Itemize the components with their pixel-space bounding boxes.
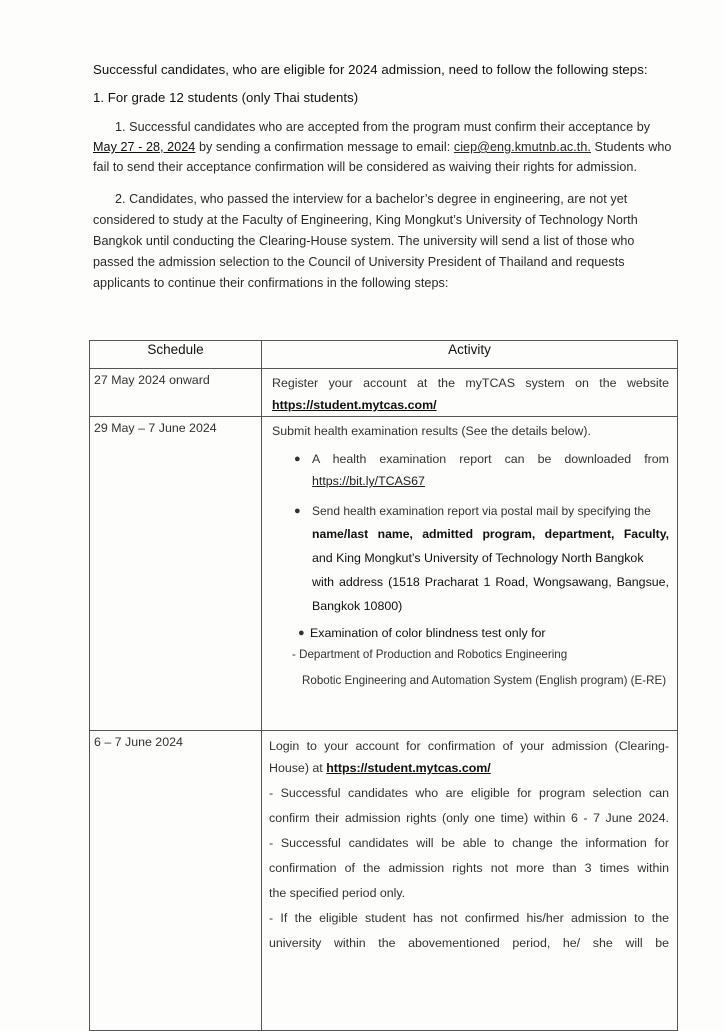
email-link[interactable]: ciep@eng.kmutnb.ac.th. [453,140,591,154]
row3-line-1: Login to your account for confirmation of your admission (Clearing- [269,739,669,753]
bullet2-line-3: and King Mongkut’s University of Technology North Bangkok [312,551,644,565]
table-row [90,731,678,1031]
item-1-line-1: 1. Successful candidates who are accepted from the program must confirm their acceptance by [115,120,651,134]
row2-schedule: 29 May – 7 June 2024 [90,417,262,731]
clearing-house-link[interactable]: https://student.mytcas.com/ [326,761,491,775]
row3-line-6: confirmation of the admission rights not more than 3 times within [269,861,669,875]
row3-line-5: - Successful candidates will be able to change the information for [269,836,669,850]
row3-line-9: university within the abovementioned period, he/ she will be [269,936,669,950]
item-2-line-1: 2. Candidates, who passed the interview for a bachelor’s degree in engineering, are not yet [115,192,628,206]
bullet2-line-4: with address (1518 Pracharat 1 Road, Wongsawang, Bangsue, [312,575,669,589]
table-row [90,417,678,731]
section-1-title: 1. For grade 12 students (only Thai students) [93,90,359,105]
intro-heading: Successful candidates, who are eligible for 2024 admission, need to follow the following steps: [93,62,648,77]
bullet-icon: ● [294,505,301,517]
item-1-suffix: Students who [594,140,672,154]
bullet-icon: ● [298,627,305,639]
item-2-line-2: considered to study at the Faculty of Engineering, King Mongkut’s University of Technology North [93,213,638,227]
row2-activity [262,417,678,731]
bullet2-line-5: Bangkok 10800) [312,599,403,613]
bullet2-line-2: name/last name, admitted program, department, Faculty, [312,527,669,541]
schedule-table [89,340,678,1031]
bullet3-line: Examination of color blindness test only for [310,626,546,640]
item-2-line-4: passed the admission selection to the Council of University President of Thailand and requests [93,255,625,269]
dept-line: - Department of Production and Robotics Engineering [292,648,568,661]
row3-line-7: the specified period only. [269,886,406,900]
item-1-paragraph [93,120,672,174]
table-row [90,369,678,417]
item-2-paragraph [93,192,658,290]
bullet-icon: ● [294,453,301,465]
row3-line-2 [269,757,669,779]
table-header-row [90,341,678,369]
row1-schedule: 27 May 2024 onward [90,369,262,417]
list-item [272,622,669,644]
list-item [272,448,669,492]
row3-line-4: confirm their admission rights (only one time) within 6 - 7 June 2024. [269,811,669,825]
list-item [272,500,669,618]
item-1-line-2 [93,140,672,154]
bullet1-line-1: A health examination report can be downloaded from [312,452,669,466]
item-2-line-5: applicants to continue their confirmations in the following steps: [93,276,449,290]
item-2-line-3: Bangkok until conducting the Clearing-House system. The university will send a list of those who [93,234,635,248]
confirm-date: May 27 - 28, 2024 [93,140,196,154]
row3-activity [262,731,678,1031]
header-schedule: Schedule [90,341,262,369]
bullet2-line-1: Send health examination report via postal mail by specifying the [312,504,651,518]
item-1-middle: by sending a confirmation message to email: [198,140,451,154]
health-report-link[interactable]: https://bit.ly/TCAS67 [312,474,425,488]
row1-activity [262,369,678,417]
item-1-line-3: fail to send their acceptance confirmation will be considered as waiving their rights for admission. [93,160,637,174]
row3-schedule: 6 – 7 June 2024 [90,731,262,1031]
mytcas-link[interactable]: https://student.mytcas.com/ [272,398,437,412]
header-activity: Activity [262,341,678,369]
program-line: Robotic Engineering and Automation System (English program) (E-RE) [302,674,667,687]
row3-line-3: - Successful candidates who are eligible for program selection can [269,786,669,800]
row1-line-1: Register your account at the myTCAS system on the website [272,376,669,390]
row3-line-2-prefix: House) at [269,761,323,775]
row2-line-1: Submit health examination results (See the details below). [272,424,591,438]
row3-line-8: - If the eligible student has not confirmed his/her admission to the [269,911,669,925]
